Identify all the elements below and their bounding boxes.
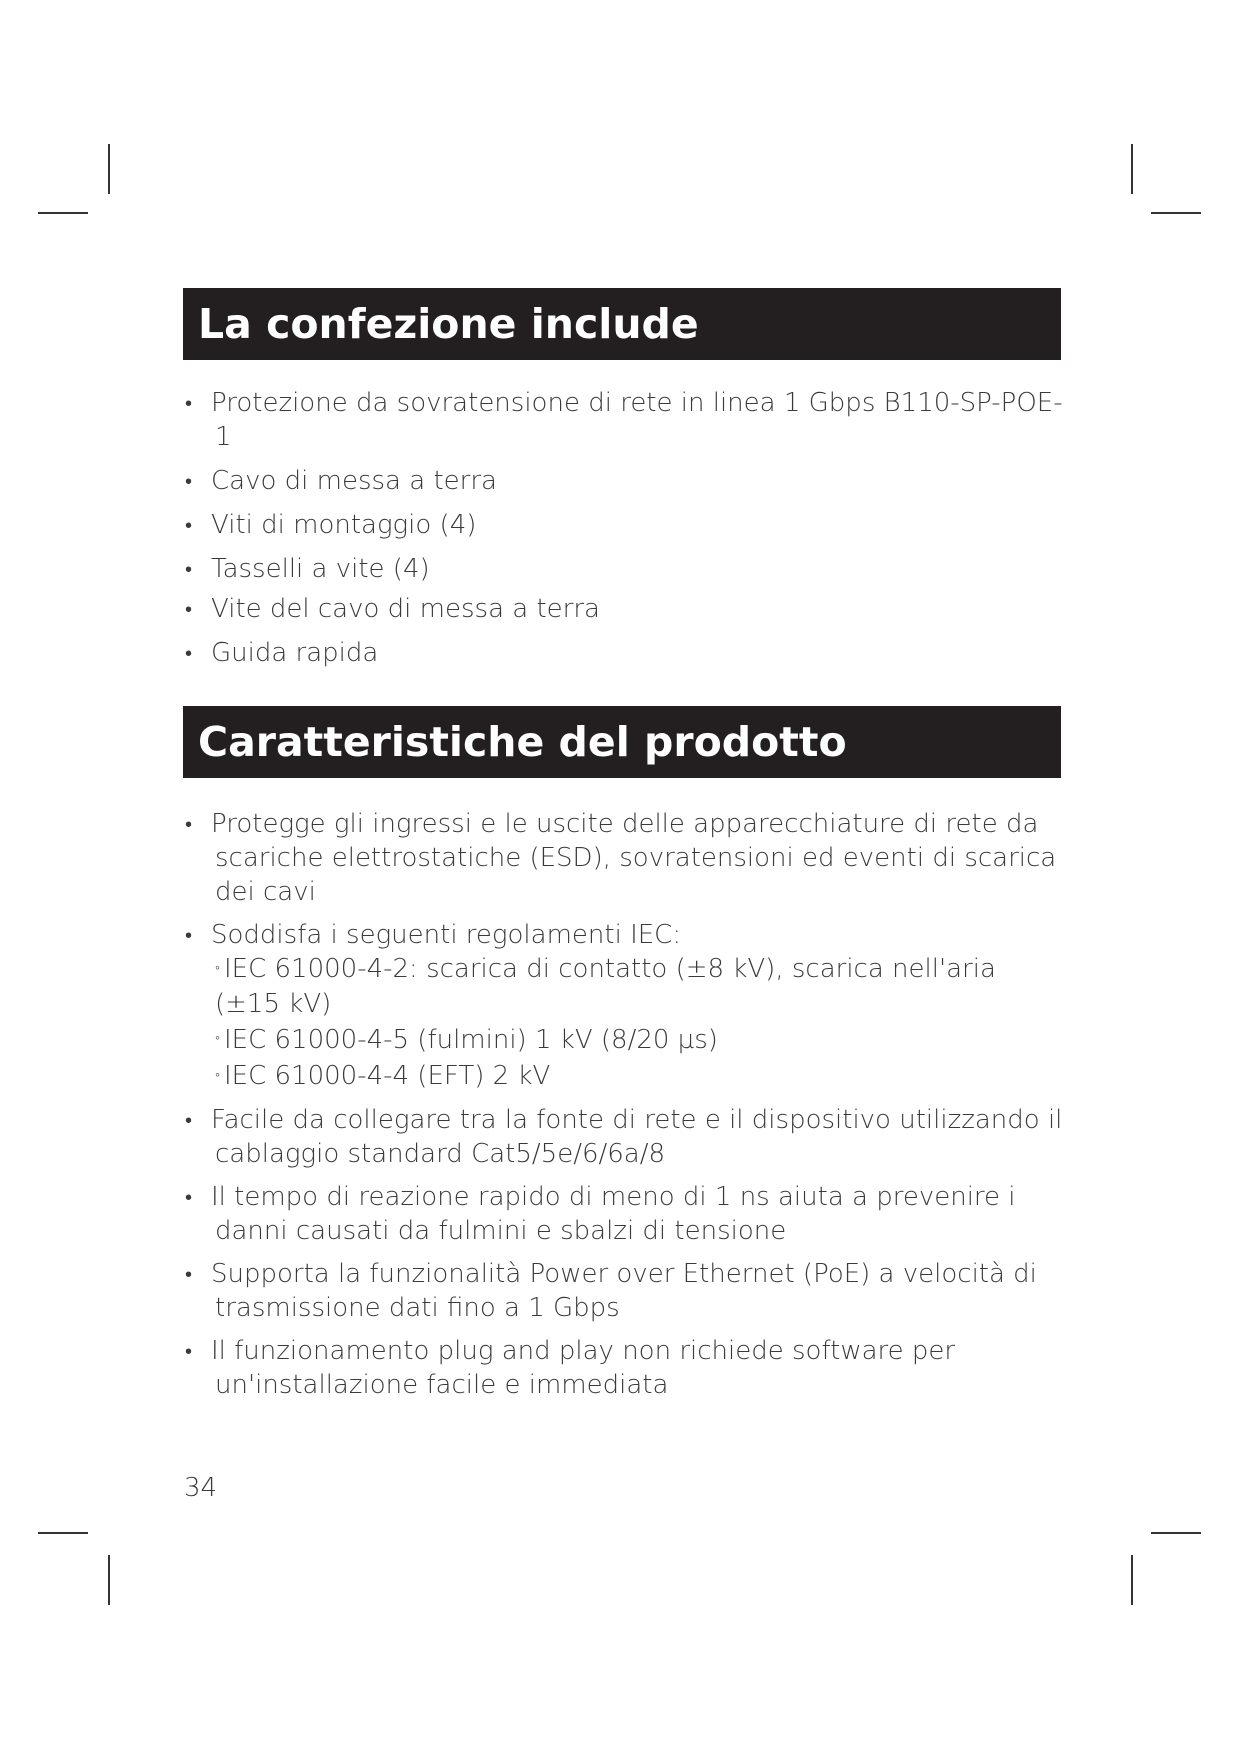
sub-bullet-icon: ◦ <box>215 1030 220 1046</box>
sub-list-item: ◦ IEC 61000-4-4 (EFT) 2 kV <box>215 1061 551 1091</box>
list-item: • Facile da collegare tra la fonte di rete e il dispositivo utilizzando il cablaggio standard Cat5/5e/6/6a/8 <box>185 1104 1063 1169</box>
crop-mark-top-left-vertical <box>108 144 110 194</box>
bullet-icon: • <box>185 923 193 947</box>
bullet-icon: • <box>185 1338 193 1363</box>
crop-mark-top-right-vertical <box>1131 144 1133 194</box>
section-title-package-contents: La confezione include <box>183 288 1061 360</box>
bullet-icon: • <box>185 513 193 537</box>
list-item: • Il funzionamento plug and play non richiede software per un'installazione facile e immediata <box>185 1335 956 1400</box>
package-contents-list <box>183 386 1063 680</box>
bullet-icon: • <box>185 812 193 836</box>
bullet-icon: • <box>185 469 193 493</box>
list-item: • Cavo di messa a terra <box>185 466 497 496</box>
crop-mark-bottom-left-vertical <box>108 1555 110 1605</box>
list-item: • Viti di montaggio (4) <box>185 510 477 540</box>
bullet-icon: • <box>185 1261 193 1286</box>
crop-mark-bottom-right-horizontal <box>1151 1532 1201 1534</box>
section-title-product-features: Caratteristiche del prodotto <box>183 706 1061 778</box>
crop-mark-top-right-horizontal <box>1151 212 1201 214</box>
sub-list-item: ◦ IEC 61000-4-2: scarica di contatto (±8 kV), scarica nell'aria (±15 kV) <box>215 954 996 1019</box>
list-item: • Il tempo di reazione rapido di meno di 1 ns aiuta a prevenire i danni causati da fulmini e sbalzi di tensione <box>185 1181 1016 1246</box>
sub-bullet-icon: ◦ <box>215 959 220 976</box>
crop-mark-bottom-right-vertical <box>1131 1555 1133 1605</box>
crop-mark-top-left-horizontal <box>38 212 88 214</box>
bullet-icon: • <box>185 391 193 415</box>
page-number: 34 <box>184 1473 218 1503</box>
crop-mark-bottom-left-horizontal <box>38 1532 88 1534</box>
list-item: • Tasselli a vite (4) <box>185 554 430 584</box>
list-item: • Supporta la funzionalità Power over Ethernet (PoE) a velocità di trasmissione dati fino a 1 Gbps <box>185 1258 1037 1323</box>
product-features-list <box>183 807 1063 1411</box>
sub-bullet-icon: ◦ <box>215 1066 220 1083</box>
bullet-icon: • <box>185 1107 193 1132</box>
list-item: • Guida rapida <box>185 638 379 668</box>
list-item: • Soddisfa i seguenti regolamenti IEC: ◦ IEC 61000-4-2: scarica di contatto (±8 kV), scarica nell'aria (±15 kV) ◦ IEC 61000-4-5 (fulmini) 1 kV (8/20 µs) ◦ IEC 61000-4-4 (EFT) 2 kV <box>183 918 1063 1094</box>
sub-list-item: ◦ IEC 61000-4-5 (fulmini) 1 kV (8/20 µs) <box>215 1024 718 1055</box>
bullet-icon: • <box>185 557 193 581</box>
bullet-icon: • <box>185 597 193 621</box>
bullet-icon: • <box>185 641 193 665</box>
bullet-icon: • <box>185 1184 193 1209</box>
list-item: • Protezione da sovratensione di rete in linea 1 Gbps B110-SP-POE-1 <box>185 388 1063 452</box>
list-item: • Vite del cavo di messa a terra <box>185 594 600 624</box>
list-item: • Protegge gli ingressi e le uscite delle apparecchiature di rete da scariche elettrostatiche (ESD), sovratensioni ed eventi di scarica dei cavi <box>185 809 1057 907</box>
